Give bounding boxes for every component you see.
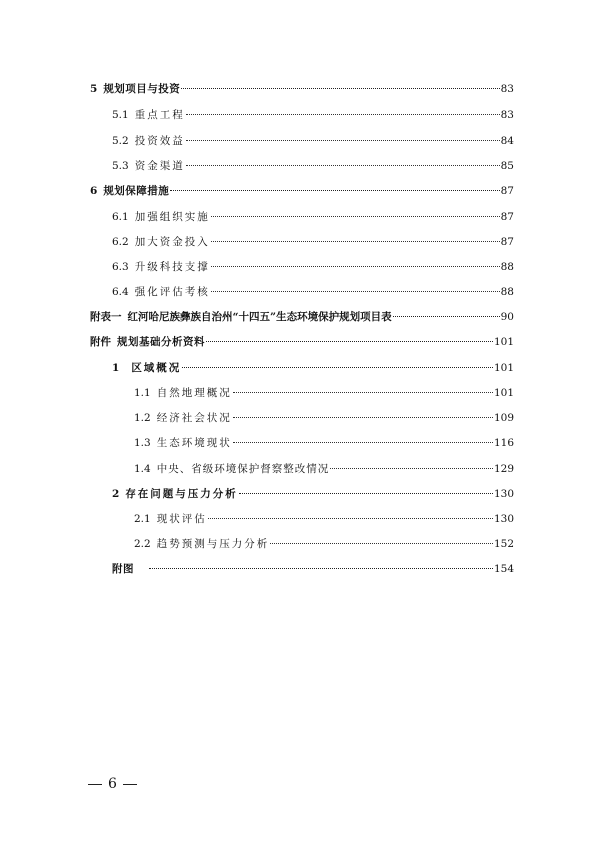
toc-entry-page: 101 <box>493 336 514 348</box>
footer-dash-right <box>123 784 137 785</box>
dot-leader <box>170 190 499 191</box>
footer-dash-left <box>88 784 102 785</box>
toc-entry-title: 区域概况 <box>131 362 182 374</box>
toc-entry-page: 87 <box>500 211 514 223</box>
dot-leader <box>211 216 500 217</box>
toc-entry-title: 经济社会状况 <box>156 412 232 424</box>
toc-entry-page: 90 <box>500 311 514 323</box>
dot-leader <box>233 417 493 418</box>
dot-leader <box>233 442 493 443</box>
dot-leader <box>211 291 500 292</box>
toc-entry-section-2[interactable] <box>112 487 514 501</box>
toc-entry-title: 强化评估考核 <box>134 286 210 298</box>
toc-entry-5-2[interactable] <box>112 134 514 148</box>
dot-leader <box>211 266 500 267</box>
toc-entry-title: 趋势预测与压力分析 <box>156 538 270 550</box>
toc-entry-page: 87 <box>500 185 514 197</box>
toc-entry-title: 升级科技支撑 <box>134 261 210 273</box>
toc-entry-number: 1.1 <box>134 387 151 399</box>
toc-entry-chapter-5[interactable] <box>90 82 514 96</box>
toc-entry-6-3[interactable] <box>112 260 514 274</box>
toc-entry-title: 存在问题与压力分析 <box>125 488 238 500</box>
toc-entry-6-4[interactable] <box>112 285 514 299</box>
toc-entry-6-2[interactable] <box>112 235 514 249</box>
toc-entry-1-2[interactable] <box>134 411 514 425</box>
toc-entry-title: 生态环境现状 <box>156 437 232 449</box>
toc-entry-page: 88 <box>500 286 514 298</box>
toc-entry-title: 资金渠道 <box>134 160 185 172</box>
toc-entry-title: 规划基础分析资料 <box>117 336 205 348</box>
dot-leader <box>186 114 500 115</box>
toc-entry-number: 5 <box>90 83 98 95</box>
toc-entry-title: 规划项目与投资 <box>103 83 181 95</box>
toc-entry-section-1[interactable] <box>112 361 514 375</box>
toc-entry-figures[interactable] <box>112 562 514 576</box>
toc-entry-number: 5.1 <box>112 109 129 121</box>
toc-entry-5-1[interactable] <box>112 108 514 122</box>
toc-entry-title: 附图 <box>112 563 134 575</box>
toc-entry-page: 101 <box>493 387 514 399</box>
toc-entry-page: 130 <box>493 513 514 525</box>
toc-entry-appendix-table-1[interactable] <box>90 310 514 324</box>
toc-entry-number: 2 <box>112 488 120 500</box>
toc-entry-number: 6.2 <box>112 236 129 248</box>
dot-leader <box>149 568 493 569</box>
toc-entry-page: 83 <box>500 83 514 95</box>
toc-entry-title: 现状评估 <box>156 513 207 525</box>
toc-entry-title: 自然地理概况 <box>156 387 232 399</box>
toc-entry-number: 6.4 <box>112 286 129 298</box>
toc-entry-number: 1.4 <box>134 463 151 475</box>
toc-entry-page: 85 <box>500 160 514 172</box>
dot-leader <box>181 88 499 89</box>
toc-entry-page: 88 <box>500 261 514 273</box>
toc-entry-number: 5.2 <box>112 135 129 147</box>
toc-entry-number: 1.2 <box>134 412 151 424</box>
toc-entry-5-3[interactable] <box>112 159 514 173</box>
page-footer <box>88 775 148 793</box>
toc-entry-2-2[interactable] <box>134 537 514 551</box>
toc-entry-number: 2.1 <box>134 513 151 525</box>
dot-leader <box>233 392 493 393</box>
toc-entry-chapter-6[interactable] <box>90 184 514 198</box>
page-number: 6 <box>108 776 117 792</box>
toc-entry-page: 154 <box>493 563 514 575</box>
toc-entry-1-3[interactable] <box>134 436 514 450</box>
toc-entry-page: 84 <box>500 135 514 147</box>
toc-entry-number: 1 <box>112 362 120 374</box>
dot-leader <box>208 518 493 519</box>
toc-entry-2-1[interactable] <box>134 512 514 526</box>
toc-entry-page: 130 <box>493 488 514 500</box>
dot-leader <box>330 468 493 469</box>
toc-entry-attachment[interactable] <box>90 335 514 349</box>
toc-entry-number: 附表一 <box>90 311 122 323</box>
toc-entry-1-1[interactable] <box>134 386 514 400</box>
dot-leader <box>393 316 500 317</box>
dot-leader <box>239 493 493 494</box>
toc-entry-number: 2.2 <box>134 538 151 550</box>
toc-entry-page: 101 <box>493 362 514 374</box>
toc-entry-number: 6.1 <box>112 211 129 223</box>
toc-entry-number: 附件 <box>90 336 111 348</box>
dot-leader <box>182 367 493 368</box>
toc-entry-title: 加大资金投入 <box>134 236 210 248</box>
dot-leader <box>186 165 500 166</box>
toc-entry-number: 1.3 <box>134 437 151 449</box>
toc-entry-title: 规划保障措施 <box>103 185 170 197</box>
dot-leader <box>211 241 500 242</box>
toc-entry-1-4[interactable] <box>134 462 514 476</box>
toc-entry-page: 109 <box>493 412 514 424</box>
toc-entry-number: 5.3 <box>112 160 129 172</box>
dot-leader <box>206 341 493 342</box>
dot-leader <box>270 543 493 544</box>
toc-entry-number: 6.3 <box>112 261 129 273</box>
toc-entry-page: 129 <box>493 463 514 475</box>
toc-entry-page: 87 <box>500 236 514 248</box>
toc-entry-title: 重点工程 <box>134 109 185 121</box>
toc-entry-6-1[interactable] <box>112 210 514 224</box>
dot-leader <box>186 140 500 141</box>
toc-entry-title: 中央、省级环境保护督察整改情况 <box>156 463 330 475</box>
toc-entry-page: 116 <box>493 437 514 449</box>
toc-entry-title: 加强组织实施 <box>134 211 210 223</box>
toc-entry-page: 83 <box>500 109 514 121</box>
toc-entry-title: 投资效益 <box>134 135 185 147</box>
toc-entry-number: 6 <box>90 185 98 197</box>
toc-entry-title: 红河哈尼族彝族自治州“十四五”生态环境保护规划项目表 <box>127 311 392 323</box>
toc-entry-page: 152 <box>493 538 514 550</box>
